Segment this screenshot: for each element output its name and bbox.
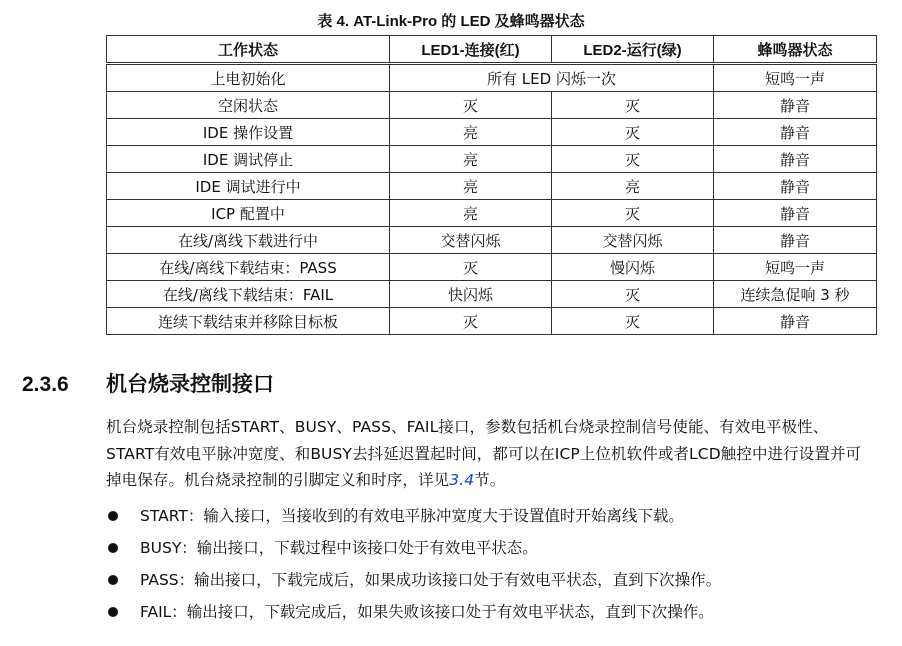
list-item xyxy=(106,599,876,631)
table-row xyxy=(107,92,877,119)
cell-led1: 灭 xyxy=(390,254,552,281)
table-row xyxy=(107,119,877,146)
cell-led1: 灭 xyxy=(390,92,552,119)
section-reference-link[interactable]: 3.4 xyxy=(449,471,475,489)
section-number: 2.3.6 xyxy=(22,373,69,396)
header-led2: LED2-运行(绿) xyxy=(552,36,714,64)
cell-led1: 亮 xyxy=(390,200,552,227)
cell-led2: 灭 xyxy=(552,281,714,308)
cell-buzzer: 静音 xyxy=(714,119,877,146)
table-row xyxy=(107,146,877,173)
cell-state: IDE 操作设置 xyxy=(107,119,390,146)
bullet-icon xyxy=(108,607,118,617)
cell-buzzer: 短鸣一声 xyxy=(714,64,877,92)
cell-state: 在线/离线下载结束：FAIL xyxy=(107,281,390,308)
cell-buzzer: 静音 xyxy=(714,227,877,254)
list-item xyxy=(106,535,876,567)
bullet-icon xyxy=(108,543,118,553)
cell-buzzer: 静音 xyxy=(714,173,877,200)
table-row xyxy=(107,254,877,281)
table-caption: 表 4. AT-Link-Pro 的 LED 及蜂鸣器状态 xyxy=(317,13,585,30)
cell-state: 在线/离线下载结束：PASS xyxy=(107,254,390,281)
cell-led2: 亮 xyxy=(552,173,714,200)
header-led1: LED1-连接(红) xyxy=(390,36,552,64)
section-paragraph xyxy=(106,414,876,494)
cell-state: 空闲状态 xyxy=(107,92,390,119)
cell-state: 在线/离线下载进行中 xyxy=(107,227,390,254)
list-item-text: BUSY：输出接口，下载过程中该接口处于有效电平状态。 xyxy=(140,539,538,557)
cell-buzzer: 静音 xyxy=(714,200,877,227)
cell-led1: 亮 xyxy=(390,173,552,200)
cell-buzzer: 静音 xyxy=(714,92,877,119)
table-row xyxy=(107,308,877,335)
cell-led2: 灭 xyxy=(552,92,714,119)
led-buzzer-status-table xyxy=(106,35,877,335)
cell-led2: 灭 xyxy=(552,119,714,146)
cell-led2: 灭 xyxy=(552,200,714,227)
list-item-text: START：输入接口，当接收到的有效电平脉冲宽度大于设置值时开始离线下载。 xyxy=(140,507,684,525)
paragraph-text: 机台烧录控制包括START、BUSY、PASS、FAIL接口，参数包括机台烧录控制信号使能、有效电平极性、START有效电平脉冲宽度、和BUSY去抖延迟置起时间，都可以在ICP上位机软件或者LCD触控中进行设置并可掉电保存。机台烧录控制的引脚定义和时序，详见 xyxy=(106,418,862,489)
table-row xyxy=(107,227,877,254)
cell-buzzer: 静音 xyxy=(714,308,877,335)
cell-led2: 慢闪烁 xyxy=(552,254,714,281)
table-row xyxy=(107,200,877,227)
cell-led1: 亮 xyxy=(390,119,552,146)
cell-state: IDE 调试进行中 xyxy=(107,173,390,200)
cell-buzzer: 静音 xyxy=(714,146,877,173)
interface-bullet-list xyxy=(106,503,876,631)
cell-state: ICP 配置中 xyxy=(107,200,390,227)
cell-led2: 交替闪烁 xyxy=(552,227,714,254)
cell-state: 连续下载结束并移除目标板 xyxy=(107,308,390,335)
bullet-icon xyxy=(108,575,118,585)
cell-state: 上电初始化 xyxy=(107,64,390,92)
cell-led1: 灭 xyxy=(390,308,552,335)
header-buzzer: 蜂鸣器状态 xyxy=(714,36,877,64)
cell-buzzer: 短鸣一声 xyxy=(714,254,877,281)
list-item-text: PASS：输出接口，下载完成后，如果成功该接口处于有效电平状态，直到下次操作。 xyxy=(140,571,722,589)
cell-led2: 灭 xyxy=(552,146,714,173)
cell-state: IDE 调试停止 xyxy=(107,146,390,173)
list-item-text: FAIL：输出接口，下载完成后，如果失败该接口处于有效电平状态，直到下次操作。 xyxy=(140,603,714,621)
cell-led1: 交替闪烁 xyxy=(390,227,552,254)
section-heading xyxy=(22,368,274,398)
table-row xyxy=(107,281,877,308)
cell-buzzer: 连续急促响 3 秒 xyxy=(714,281,877,308)
header-work-state: 工作状态 xyxy=(107,36,390,64)
table-header-row xyxy=(107,36,877,64)
section-title: 机台烧录控制接口 xyxy=(106,373,274,396)
list-item xyxy=(106,567,876,599)
paragraph-text-end: 节。 xyxy=(474,471,506,489)
cell-led1: 快闪烁 xyxy=(390,281,552,308)
table-row xyxy=(107,173,877,200)
cell-led1: 亮 xyxy=(390,146,552,173)
table-row xyxy=(107,64,877,92)
bullet-icon xyxy=(108,511,118,521)
cell-led-merged: 所有 LED 闪烁一次 xyxy=(390,64,714,92)
cell-led2: 灭 xyxy=(552,308,714,335)
list-item xyxy=(106,503,876,535)
